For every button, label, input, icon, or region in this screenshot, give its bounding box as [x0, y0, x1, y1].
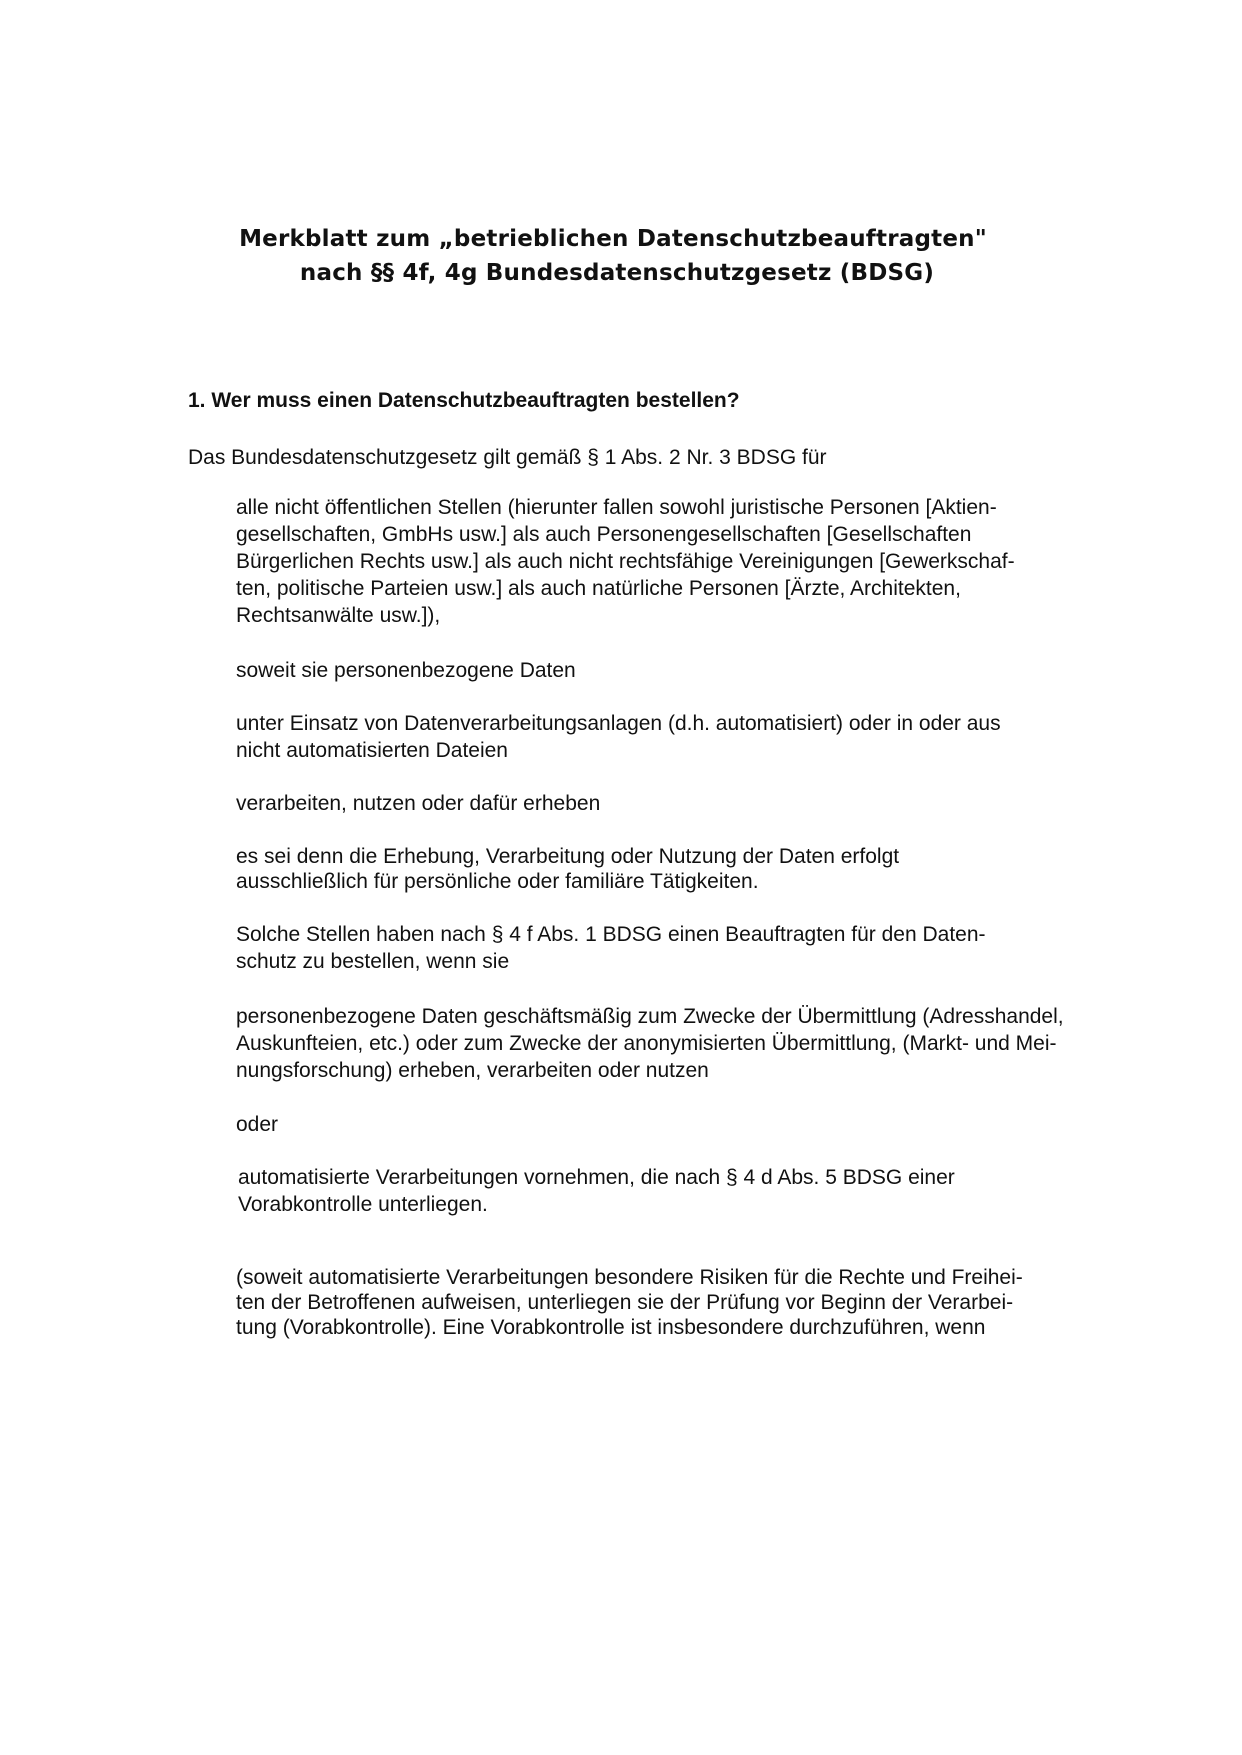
paragraph-line: ten der Betroffenen aufweisen, unterliegen sie der Prüfung vor Beginn der Verarbei-	[236, 1291, 1014, 1314]
intro-paragraph: Das Bundesdatenschutzgesetz gilt gemäß § 1 Abs. 2 Nr. 3 BDSG für	[188, 446, 827, 469]
paragraph-vorabkontrolle	[238, 1164, 955, 1218]
paragraph-line: Auskunfteien, etc.) oder zum Zwecke der anonymisierten Übermittlung, (Markt- und Mei-	[236, 1032, 1057, 1055]
paragraph-line: nungsforschung) erheben, verarbeiten oder nutzen	[236, 1059, 709, 1082]
paragraph-line: personenbezogene Daten geschäftsmäßig zum Zwecke der Übermittlung (Adresshandel,	[236, 1005, 1064, 1028]
paragraph-line: nicht automatisierten Dateien	[236, 739, 508, 762]
paragraph-uebermittlung	[236, 1003, 1064, 1084]
paragraph-datenverarbeitungsanlagen	[236, 710, 1001, 764]
paragraph-line: oder	[236, 1113, 279, 1136]
paragraph-line: alle nicht öffentlichen Stellen (hierunter fallen sowohl juristische Personen [Aktien-	[236, 496, 997, 519]
paragraph-line: soweit sie personenbezogene Daten	[236, 659, 576, 682]
paragraph-line: ten, politische Parteien usw.] als auch natürliche Personen [Ärzte, Architekten,	[236, 577, 961, 600]
document-title-line-1: Merkblatt zum „betrieblichen Datenschutzbeauftragten"	[239, 226, 987, 252]
section-heading: 1. Wer muss einen Datenschutzbeauftragten bestellen?	[188, 389, 740, 412]
document-title-line-2: nach §§ 4f, 4g Bundesdatenschutzgesetz (BDSG)	[299, 260, 935, 286]
paragraph-line: Solche Stellen haben nach § 4 f Abs. 1 BDSG einen Beauftragten für den Daten-	[236, 923, 986, 946]
paragraph-besondere-risiken	[236, 1265, 1023, 1340]
paragraph-oder	[236, 1111, 278, 1138]
paragraph-line: Rechtsanwälte usw.]),	[236, 604, 441, 627]
paragraph-line: (soweit automatisierte Verarbeitungen besondere Risiken für die Rechte und Freihei-	[236, 1266, 1023, 1289]
paragraph-line: automatisierte Verarbeitungen vornehmen, die nach § 4 d Abs. 5 BDSG einer	[238, 1166, 955, 1189]
paragraph-line: ausschließlich für persönliche oder familiäre Tätigkeiten.	[236, 870, 759, 893]
paragraph-line: es sei denn die Erhebung, Verarbeitung oder Nutzung der Daten erfolgt	[236, 845, 900, 868]
paragraph-line: Vorabkontrolle unterliegen.	[238, 1193, 488, 1216]
paragraph-verarbeiten-nutzen	[236, 790, 600, 817]
paragraph-line: verarbeiten, nutzen oder dafür erheben	[236, 792, 601, 815]
paragraph-bestellpflicht	[236, 921, 986, 975]
paragraph-personenbezogene-daten	[236, 657, 576, 684]
paragraph-nicht-oeffentliche-stellen	[236, 494, 1015, 629]
paragraph-line: gesellschaften, GmbHs usw.] als auch Personengesellschaften [Gesellschaften	[236, 523, 972, 546]
paragraph-line: unter Einsatz von Datenverarbeitungsanlagen (d.h. automatisiert) oder in oder aus	[236, 712, 1001, 735]
paragraph-line: tung (Vorabkontrolle). Eine Vorabkontrolle ist insbesondere durchzuführen, wenn	[236, 1316, 986, 1339]
paragraph-ausnahme	[236, 844, 899, 894]
paragraph-line: Bürgerlichen Rechts usw.] als auch nicht rechtsfähige Vereinigungen [Gewerkschaf-	[236, 550, 1015, 573]
paragraph-line: schutz zu bestellen, wenn sie	[236, 950, 510, 973]
